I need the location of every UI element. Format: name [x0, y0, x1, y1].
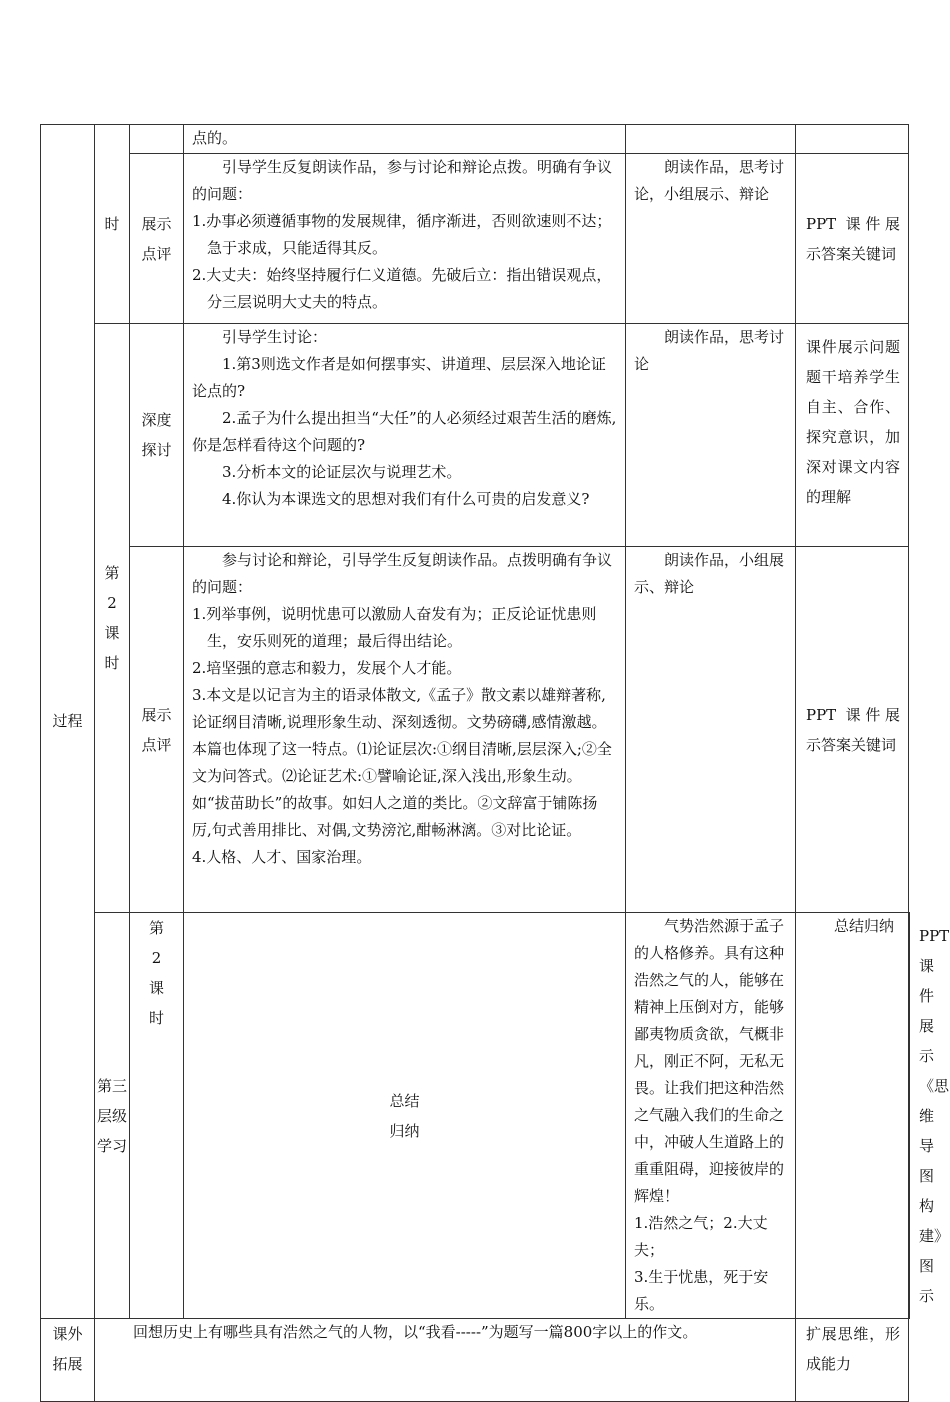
- lesson-hour-cell: [130, 913, 184, 1319]
- activity-label: 展示点评: [141, 705, 172, 754]
- method-cell: [626, 324, 796, 547]
- note-cell-empty: [796, 125, 909, 154]
- lesson-plan-table: [40, 124, 950, 1402]
- note-cell: [796, 1319, 909, 1402]
- content-line: 2.培坚强的意志和毅力，发展个人才能。: [192, 659, 462, 677]
- method-cell-empty: [626, 125, 796, 154]
- content-line: 3.本文是以记言为主的语录体散文,《孟子》散文素以雄辩著称,论证纲目清晰,说理形象生动、深刻透彻。文势磅礴,感情激越。本篇也体现了这一特点。⑴论证层次:①纲目清晰,层层深入;②全文为问答式。⑵论证艺术:①譬喻论证,深入浅出,形象生动。如“拔苗助长”的故事。如妇人之道的类比。②文辞富于铺陈扬厉,句式善用排比、对偶,文势滂沱,酣畅淋漓。③对比论证。: [192, 686, 612, 839]
- activity-cell: [130, 547, 184, 913]
- table-row: [41, 154, 910, 324]
- lesson-hour-label: 时: [104, 215, 120, 233]
- activity-cell: [130, 154, 184, 324]
- table-row: [41, 125, 910, 154]
- method-text: 朗读作品，小组展示、辩论: [634, 551, 785, 596]
- note-text: 课件展示问题题干培养学生自主、合作、探究意识，加深对课文内容的理解: [806, 338, 900, 506]
- activity-label: 展示点评: [141, 214, 172, 263]
- stage-label: 过程: [52, 712, 83, 730]
- stage-label: 第三层级学习: [96, 1076, 127, 1155]
- content-line: 气势浩然源于孟子的人格修养。具有这种浩然之气的人，能够在精神上压倒对方，能够鄙夷物质贪欲，气概非凡，刚正不阿，无私无畏。让我们把这种浩然之气融入我们的生命之中，冲破人生道路上的重重阻碍，迎接彼岸的辉煌！: [634, 917, 785, 1205]
- content-line: 1.浩然之气；2.大丈夫；: [634, 1214, 768, 1259]
- content-line: 1.第3则选文作者是如何摆事实、讲道理、层层深入地论证论点的?: [192, 355, 606, 400]
- content-line: 2.大丈夫：始终坚持履行仁义道德。先破后立：指出错误观点，分三层说明大丈夫的特点。: [192, 266, 612, 311]
- method-cell: [626, 547, 796, 913]
- content-line: 引导学生反复朗读作品，参与讨论和辩论点拨。明确有争议的问题：: [192, 158, 613, 203]
- content-line: 3.分析本文的论证层次与说理艺术。: [222, 463, 462, 481]
- content-line: 4.人格、人才、国家治理。: [192, 848, 372, 866]
- activity-label: 总结归纳: [389, 1091, 420, 1140]
- stage-cell-third: [95, 913, 130, 1319]
- content-cell: [184, 154, 626, 324]
- extension-task-text: 回想历史上有哪些具有浩然之气的人物，以“我看-----”为题写一篇800字以上的作文。: [133, 1323, 698, 1341]
- note-text: 扩展思维，形成能力: [806, 1325, 900, 1373]
- content-line: 参与讨论和辩论，引导学生反复朗读作品。点拨明确有争议的问题：: [192, 551, 613, 596]
- content-cell: [184, 324, 626, 547]
- lesson-hour-cell: [95, 125, 130, 324]
- method-cell: [626, 154, 796, 324]
- activity-cell-empty: [130, 125, 184, 154]
- content-line: 4.你认为本课选文的思想对我们有什么可贵的启发意义?: [222, 490, 590, 508]
- activity-cell: [184, 913, 626, 1319]
- content-line: 点的。: [192, 129, 238, 147]
- content-line: 引导学生讨论：: [222, 328, 328, 346]
- table-row: [41, 324, 910, 547]
- method-cell: [796, 913, 909, 1319]
- table-row: [41, 547, 910, 913]
- content-cell: [184, 125, 626, 154]
- note-cell: [796, 547, 909, 913]
- method-text: 总结归纳: [834, 917, 895, 935]
- content-cell: [184, 547, 626, 913]
- lesson-hour-cell: [95, 324, 130, 913]
- stage-cell-process: [41, 125, 95, 1319]
- table-row: [41, 1319, 910, 1402]
- content-cell: [626, 913, 796, 1319]
- table-row: [41, 913, 910, 1319]
- content-line: 2.孟子为什么提出担当“大任”的人必须经过艰苦生活的磨炼,你是怎样看待这个问题的?: [192, 409, 617, 454]
- content-line: 1.列举事例，说明忧患可以激励人奋发有为；正反论证忧患则生，安乐则死的道理；最后得出结论。: [192, 605, 597, 650]
- content-line: 3.生于忧患，死于安乐。: [634, 1268, 769, 1313]
- stage-label: 课外拓展: [52, 1325, 83, 1373]
- note-text: PPT 课件展示答案关键词: [806, 705, 900, 754]
- content-line: 1.办事必须遵循事物的发展规律，循序渐进，否则欲速则不达；急于求成，只能适得其反。: [192, 212, 612, 257]
- activity-cell: [130, 324, 184, 547]
- lesson-hour-label: 第2课时: [148, 919, 164, 1027]
- stage-cell-extend: [41, 1319, 95, 1402]
- note-text: PPT 课件展示《思维导图构建》图示: [919, 926, 950, 1305]
- lesson-hour-label: 第2课时: [104, 564, 120, 672]
- note-cell: [796, 154, 909, 324]
- method-text: 朗读作品，思考讨论: [634, 328, 785, 373]
- note-cell: [909, 913, 950, 1319]
- extension-task-cell: [95, 1319, 796, 1402]
- method-text: 朗读作品，思考讨论，小组展示、辩论: [634, 158, 785, 203]
- note-text: PPT 课件展示答案关键词: [806, 214, 900, 263]
- note-cell: [796, 324, 909, 547]
- activity-label: 深度探讨: [141, 411, 172, 459]
